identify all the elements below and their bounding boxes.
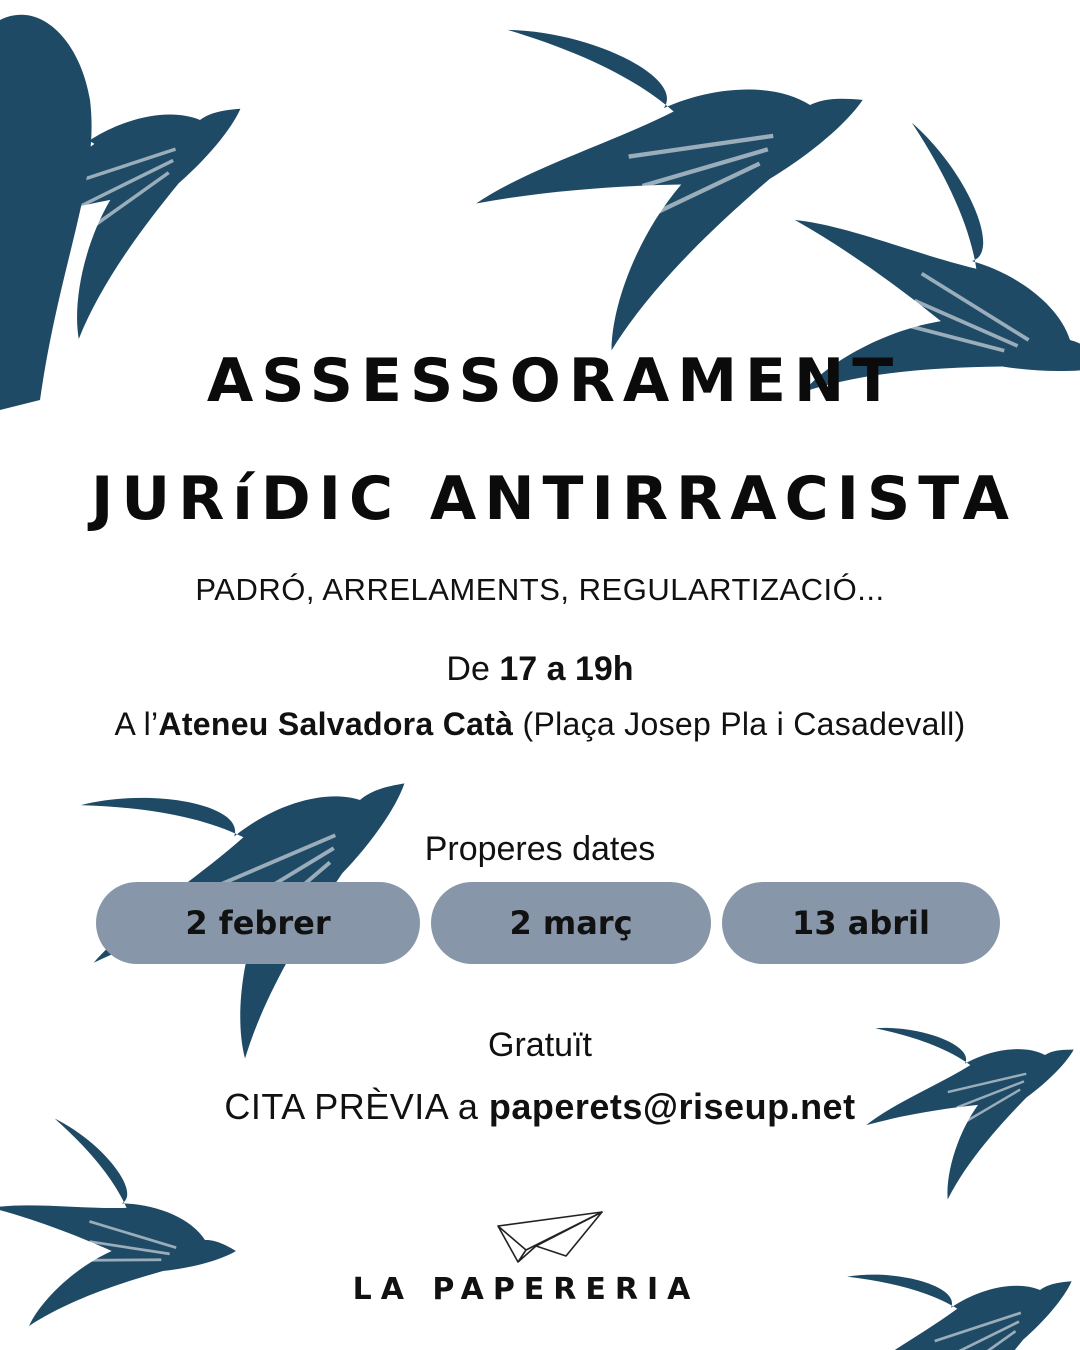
paper-plane-icon bbox=[496, 1210, 606, 1270]
schedule bbox=[0, 650, 1080, 689]
title-line-2: JURíDIC ANTIRRACISTA bbox=[91, 464, 1017, 534]
venue-address: (Plaça Josep Pla i Casadevall) bbox=[522, 706, 966, 742]
date-pill: 2 març bbox=[431, 882, 711, 964]
location-prefix: A l’ bbox=[114, 706, 159, 742]
date-pill: 2 febrer bbox=[96, 882, 420, 964]
subtitle: PADRÓ, ARRELAMENTS, REGULARTIZACIÓ... bbox=[195, 572, 885, 607]
booking-prefix: CITA PRÈVIA a bbox=[224, 1086, 479, 1127]
schedule-hours: 17 a 19h bbox=[499, 650, 634, 688]
venue-name: Ateneu Salvadora Catà bbox=[158, 706, 514, 742]
schedule-prefix: De bbox=[446, 650, 490, 688]
date-pill: 13 abril bbox=[722, 882, 1000, 964]
title-line-1: ASSESSORAMENT bbox=[206, 346, 902, 416]
brand-name: LA PAPERERIA bbox=[352, 1272, 700, 1307]
location bbox=[0, 706, 1080, 743]
price: Gratuït bbox=[488, 1026, 592, 1064]
booking bbox=[0, 1086, 1080, 1128]
booking-email[interactable]: paperets@riseup.net bbox=[488, 1086, 856, 1127]
next-dates-heading: Properes dates bbox=[424, 830, 656, 868]
